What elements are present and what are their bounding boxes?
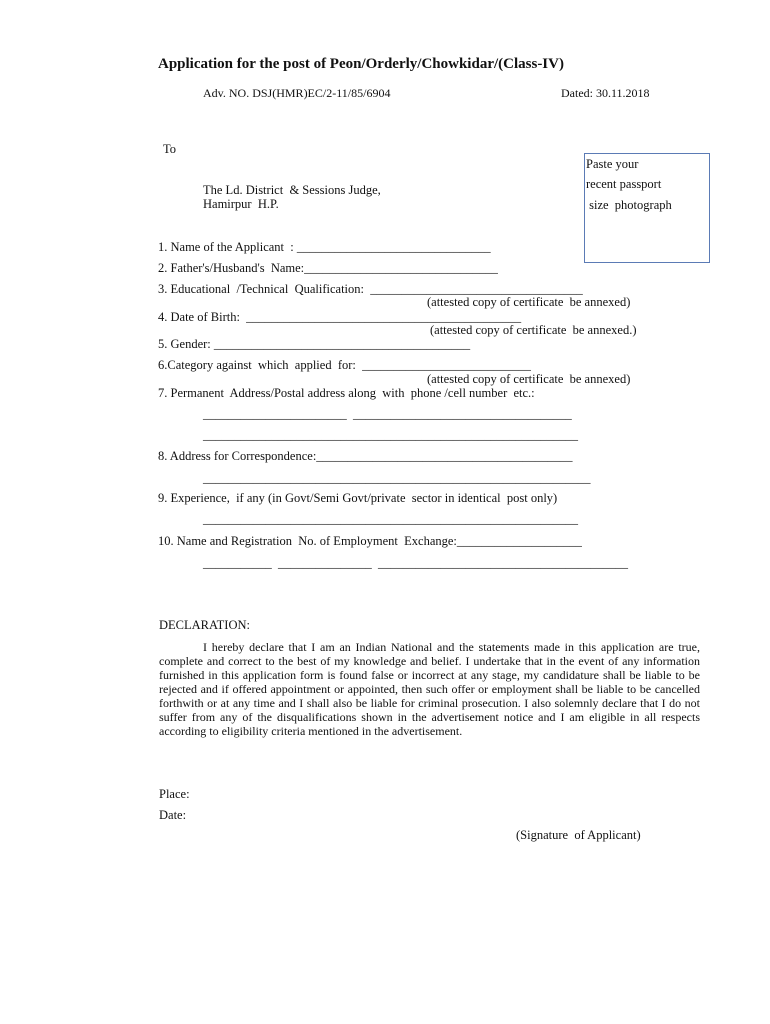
experience-blank-line: ____________________________________________________________ <box>203 512 578 526</box>
category-note: (attested copy of certificate be annexed) <box>427 372 631 386</box>
declaration-heading: DECLARATION: <box>159 618 250 632</box>
field-employment-exchange: 10. Name and Registration No. of Employment Exchange:____________________ <box>158 534 582 548</box>
addressee-line-1: The Ld. District & Sessions Judge, <box>203 183 381 197</box>
correspondence-blank-line: ______________________________________________________________ <box>203 471 591 485</box>
field-name-of-applicant: 1. Name of the Applicant : _______________________________ <box>158 240 491 254</box>
field-correspondence-address: 8. Address for Correspondence:_________________________________________ <box>158 449 573 463</box>
address-blank-line-1: _______________________ ___________________________________ <box>203 407 572 421</box>
field-gender: 5. Gender: _________________________________________ <box>158 337 471 351</box>
field-category: 6.Category against which applied for: ___________________________ <box>158 358 531 372</box>
date-label: Date: <box>159 808 187 822</box>
addressee-line-2: Hamirpur H.P. <box>203 197 279 211</box>
to-label: To <box>163 142 177 156</box>
photo-box-line-1: Paste your <box>586 157 639 171</box>
date-of-advertisement: Dated: 30.11.2018 <box>561 86 650 100</box>
photo-box-line-3: size photograph <box>586 198 672 212</box>
field-father-husband-name: 2. Father's/Husband's Name:_______________________________ <box>158 261 498 275</box>
address-blank-line-2: ____________________________________________________________ <box>203 428 578 442</box>
field-qualification: 3. Educational /Technical Qualification: __________________________________ <box>158 282 583 296</box>
declaration-text: I hereby declare that I am an Indian National and the statements made in this application are true, complete and correct to the best of my knowledge and belief. I undertake that in the event of any information furnished in this application form is found false or incorrect at any stage, my candidature shall be liable to be rejected and if offered appointment or appointed, then such offer or employment shall be liable to be cancelled forthwith or at any time and I shall also be liable for criminal prosecution. I also solemnly declare that I do not suffer from any of the disqualifications shown in the advertisement notice and I am eligible in all respects according to eligibility criteria mentioned in the advertisement. <box>159 640 700 738</box>
place-label: Place: <box>159 787 190 801</box>
employment-blank-line: ___________ _______________ ________________________________________ <box>203 556 628 570</box>
field-permanent-address: 7. Permanent Address/Postal address along with phone /cell number etc.: <box>158 386 535 400</box>
field-date-of-birth: 4. Date of Birth: ____________________________________________ <box>158 310 522 324</box>
field-experience: 9. Experience, if any (in Govt/Semi Govt/private sector in identical post only) <box>158 491 558 505</box>
page-title: Application for the post of Peon/Orderly/Chowkidar/(Class-IV) <box>158 56 564 72</box>
signature-label: (Signature of Applicant) <box>516 828 641 842</box>
advertisement-number: Adv. NO. DSJ(HMR)EC/2-11/85/6904 <box>203 86 391 100</box>
photo-box-line-2: recent passport <box>586 177 662 191</box>
dob-note: (attested copy of certificate be annexed.) <box>430 323 637 337</box>
photo-box <box>584 153 710 263</box>
qualification-note: (attested copy of certificate be annexed) <box>427 295 631 309</box>
